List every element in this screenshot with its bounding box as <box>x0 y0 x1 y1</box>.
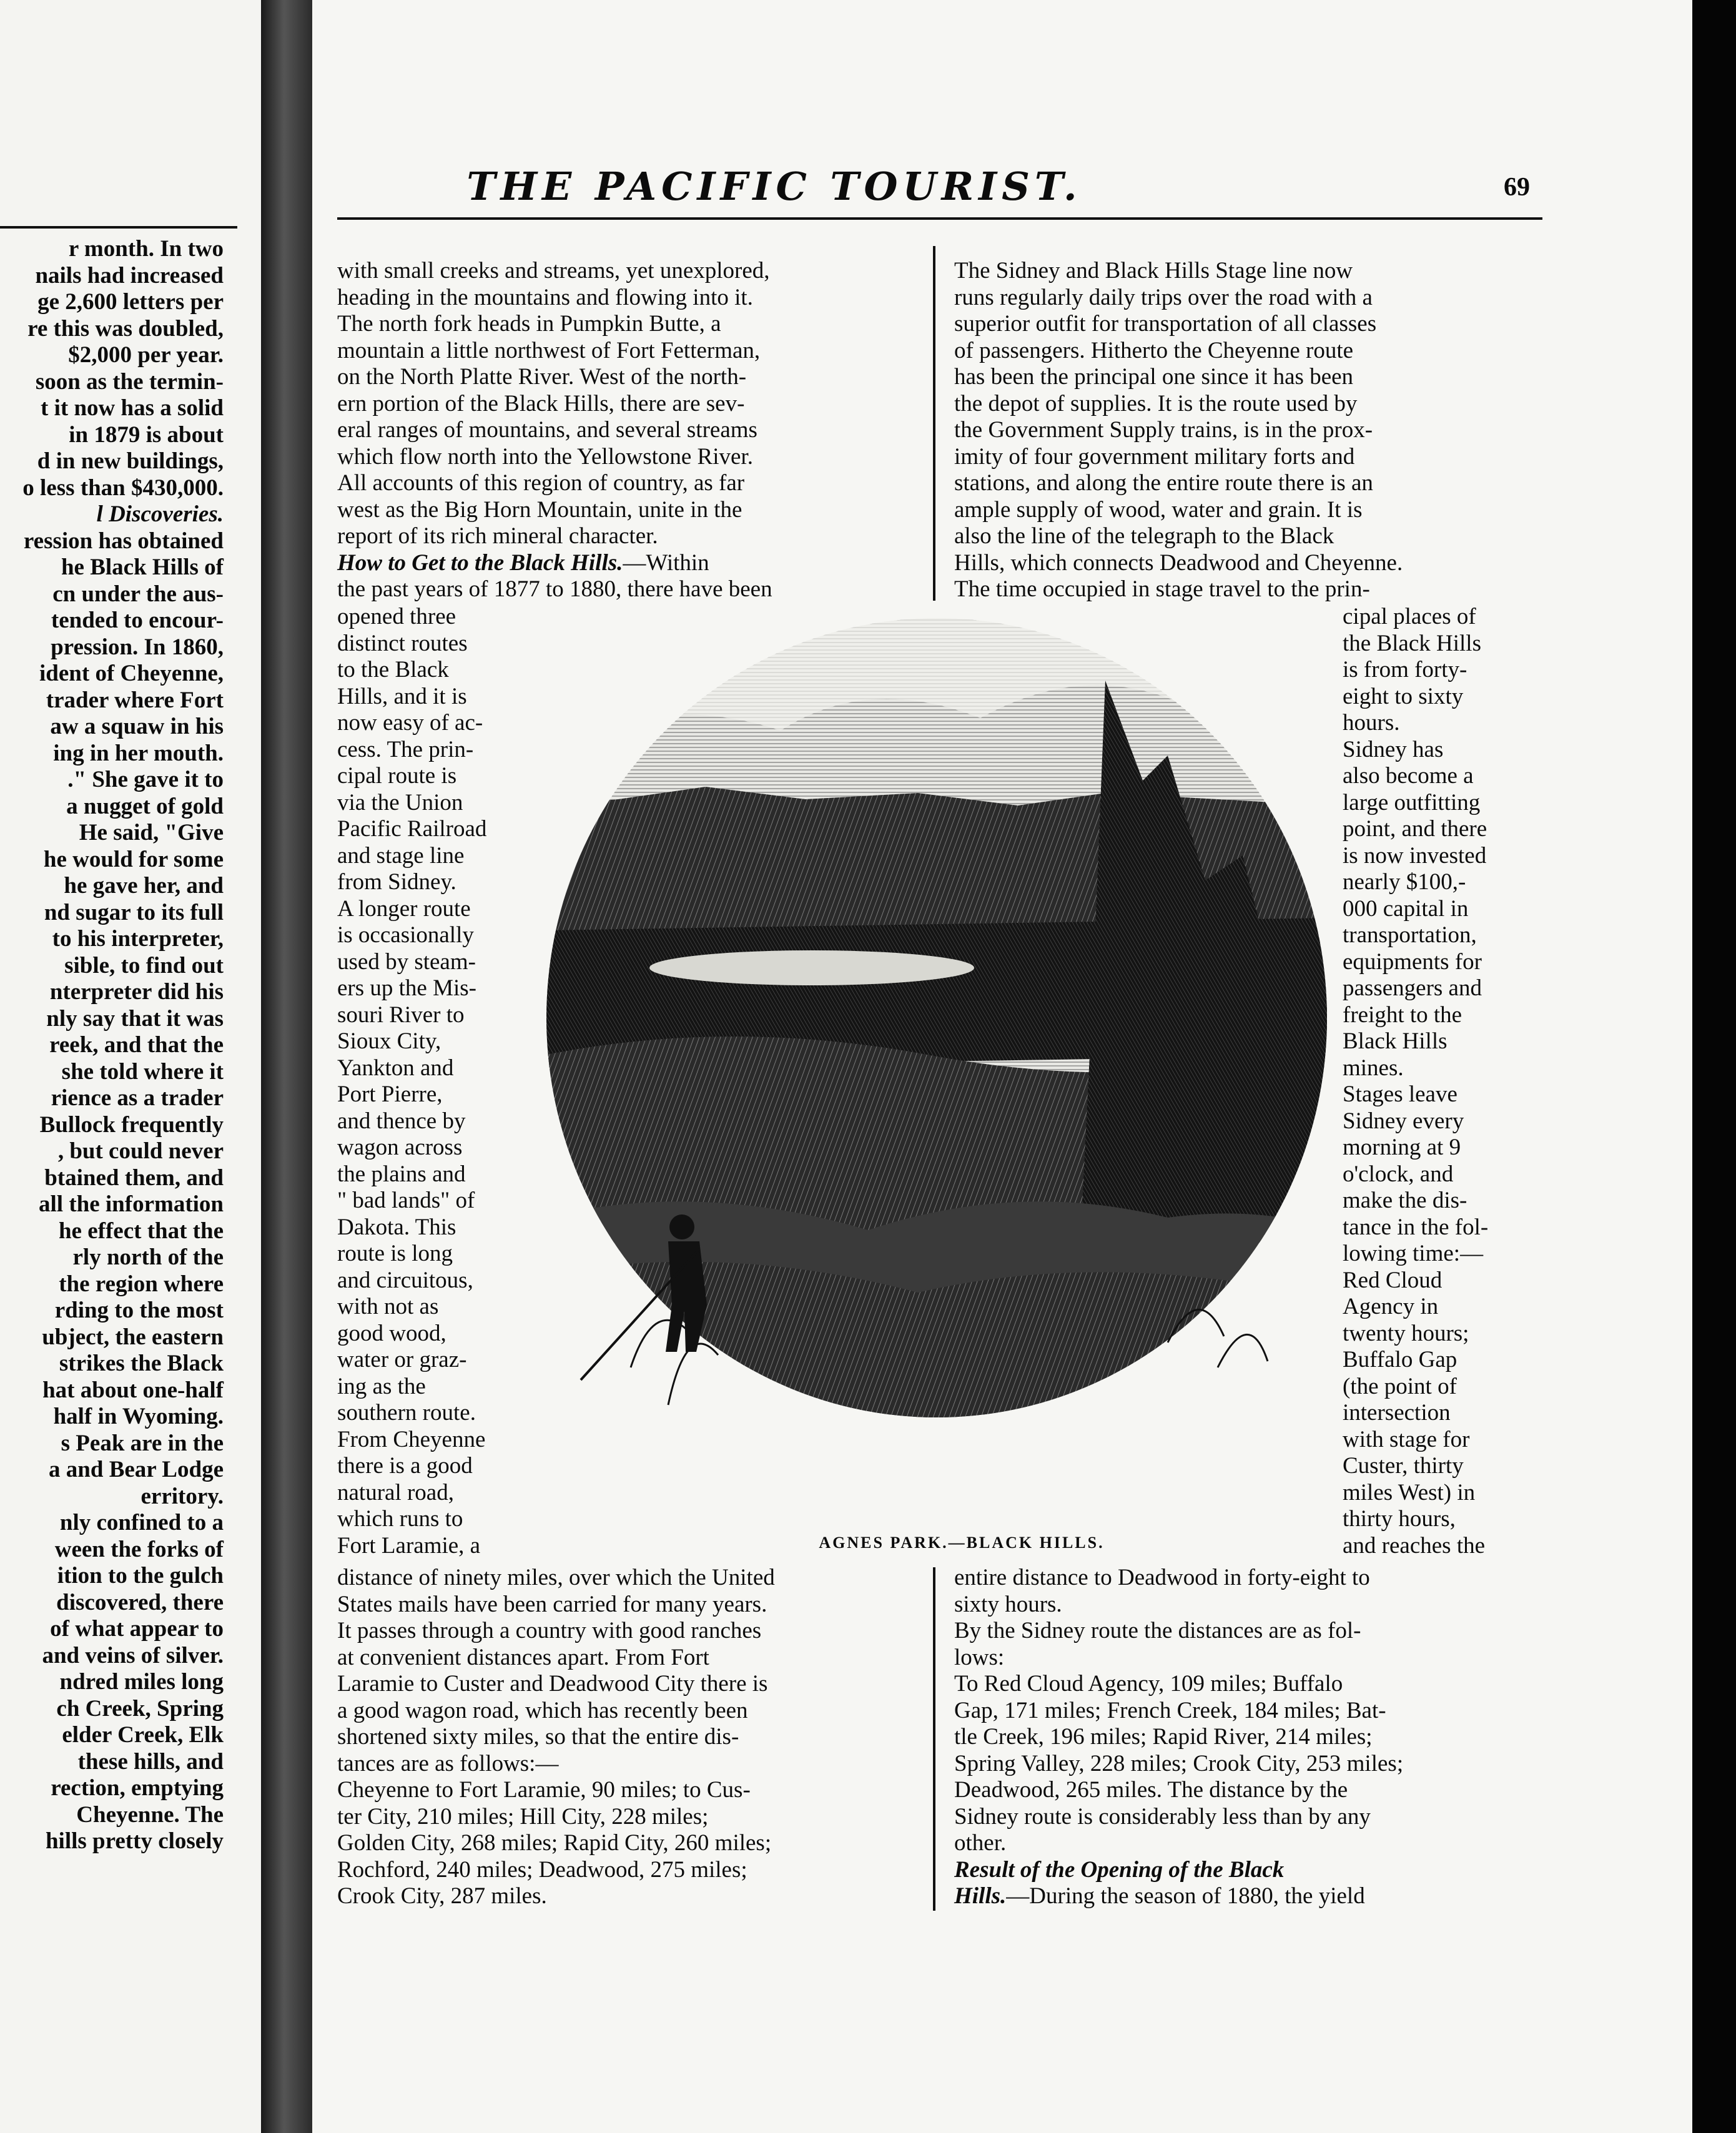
column-a-narrow-line: southern route. <box>337 1400 476 1426</box>
column-b-bottom-line: lows: <box>954 1644 1005 1670</box>
column-a-narrow-line: Hills, and it is <box>337 683 467 709</box>
column-a-narrow-line: A longer route <box>337 895 471 922</box>
scan-edge <box>1692 0 1736 2133</box>
column-b-narrow-line: Red Cloud <box>1343 1267 1443 1293</box>
column-b-narrow-line: passengers and <box>1343 975 1482 1001</box>
left-page-line: sible, to find out <box>64 952 224 978</box>
column-b-narrow-line: tance in the fol- <box>1343 1214 1489 1240</box>
column-divider-top <box>933 246 935 601</box>
column-b-narrow-line: Black Hills <box>1343 1028 1447 1054</box>
left-page-line: hills pretty closely <box>45 1828 224 1854</box>
left-page-line: tended to encour- <box>51 608 224 633</box>
left-page-line: ndred miles long <box>59 1669 224 1695</box>
agnes-park-illustration <box>543 618 1330 1505</box>
column-b-line: runs regularly daily trips over the road with a <box>954 284 1373 310</box>
left-page-line: strikes the Black <box>59 1351 224 1376</box>
column-b-narrow-line: miles West) in <box>1343 1479 1476 1505</box>
column-b-narrow-line: is now invested <box>1343 842 1487 869</box>
section-heading-result-line2: Hills.—During the season of 1880, the yield <box>954 1883 1365 1909</box>
left-page-line: ch Creek, Spring <box>56 1695 224 1722</box>
column-b-bottom-line: tle Creek, 196 miles; Rapid River, 214 miles; <box>954 1724 1373 1750</box>
left-page-line: He said, "Give <box>79 820 224 845</box>
column-a-narrow-line: used by steam- <box>337 948 476 975</box>
column-a-narrow-line: and circuitous, <box>337 1267 473 1293</box>
column-b-narrow-line: with stage for <box>1343 1426 1470 1452</box>
column-b-narrow-line: Sidney every <box>1343 1108 1464 1134</box>
left-page-line: half in Wyoming. <box>53 1404 224 1429</box>
column-b-line: superior outfit for transportation of all classes <box>954 311 1377 337</box>
column-b-bottom-line: Spring Valley, 228 miles; Crook City, 253 miles; <box>954 1750 1404 1776</box>
column-b-narrow-line: intersection <box>1343 1400 1451 1426</box>
engraving-landscape-icon <box>543 618 1330 1505</box>
column-b-narrow-line: hours. <box>1343 710 1400 736</box>
column-b-line: Hills, which connects Deadwood and Cheyenne. <box>954 549 1403 576</box>
header-rule <box>337 217 1542 220</box>
column-a-narrow-line: distinct routes <box>337 630 468 656</box>
column-a-line: west as the Big Horn Mountain, unite in the <box>337 496 742 523</box>
column-a-bottom-line: a good wagon road, which has recently been <box>337 1697 748 1723</box>
column-a-narrow-line: Fort Laramie, a <box>337 1532 481 1559</box>
column-a-narrow-line: good wood, <box>337 1320 446 1346</box>
column-a-bottom-line: Rochford, 240 miles; Deadwood, 275 miles; <box>337 1856 747 1883</box>
column-a-bottom-line: Golden City, 268 miles; Rapid City, 260 miles; <box>337 1830 772 1856</box>
column-b-narrow-line: cipal places of <box>1343 604 1476 629</box>
left-page-line: ression has obtained <box>23 528 224 554</box>
left-page-line: elder Creek, Elk <box>62 1722 224 1748</box>
column-b-narrow-line: Buffalo Gap <box>1343 1347 1457 1372</box>
column-b-bottom-line: Sidney route is considerably less than by any <box>954 1803 1371 1830</box>
column-b-bottom-line: other. <box>954 1830 1007 1856</box>
column-a-bottom-line: distance of ninety miles, over which the United <box>337 1565 775 1590</box>
column-b-bottom-line: Gap, 171 miles; French Creek, 184 miles; Bat- <box>954 1697 1386 1723</box>
column-a-bottom-line: shortened sixty miles, so that the entire dis- <box>337 1724 739 1750</box>
column-b-top <box>954 258 1541 603</box>
left-page-line: discovered, there <box>56 1589 224 1615</box>
column-a-narrow-line: now easy of ac- <box>337 710 483 736</box>
left-page-line: he would for some <box>43 846 224 872</box>
column-a-line: with small creeks and streams, yet unexplored, <box>337 258 770 283</box>
left-page <box>0 0 261 2133</box>
column-b-narrow-line: and reaches the <box>1343 1532 1486 1559</box>
left-page-line: t it now has a solid <box>41 395 224 421</box>
column-a-line: mountain a little northwest of Fort Fetterman, <box>337 337 761 363</box>
column-a-narrow-line: Port Pierre, <box>337 1081 443 1107</box>
column-b-bottom-line: sixty hours. <box>954 1591 1062 1617</box>
column-b-bottom-line: Deadwood, 265 miles. The distance by the <box>954 1777 1348 1803</box>
column-a-bottom-line: Cheyenne to Fort Laramie, 90 miles; to Cus- <box>337 1777 751 1803</box>
column-a-line: heading in the mountains and flowing into it. <box>337 284 753 310</box>
left-page-line: r month. In two <box>68 236 224 262</box>
left-page-text <box>0 236 261 1855</box>
column-a-narrow-line: souri River to <box>337 1002 465 1028</box>
left-page-line: ubject, the eastern <box>42 1324 224 1350</box>
column-b-narrow-line: 000 capital in <box>1343 895 1469 922</box>
left-page-line: ing in her mouth. <box>53 740 224 766</box>
left-page-line: rection, emptying <box>51 1775 224 1801</box>
left-page-line: ." She gave it to <box>67 767 224 792</box>
column-a-narrow-line: opened three <box>337 604 456 629</box>
column-a-narrow-line: natural road, <box>337 1479 454 1505</box>
column-b-narrow-line: nearly $100,- <box>1343 869 1466 895</box>
section-heading-how-to-get: How to Get to the Black Hills.—Within <box>337 549 709 576</box>
column-b-bottom-line: entire distance to Deadwood in forty-eight to <box>954 1565 1370 1590</box>
left-page-line: trader where Fort <box>46 687 224 713</box>
column-a-bottom-line: Laramie to Custer and Deadwood City there is <box>337 1671 768 1697</box>
column-a-line: report of its rich mineral character. <box>337 523 658 549</box>
column-a-line: on the North Platte River. West of the north- <box>337 364 747 390</box>
column-b-line: The time occupied in stage travel to the prin- <box>954 576 1370 602</box>
page-number: 69 <box>1504 173 1530 202</box>
column-b-narrow-line: freight to the <box>1343 1002 1462 1028</box>
illustration-caption: AGNES PARK.—BLACK HILLS. <box>819 1534 1105 1552</box>
column-a-narrow-line: and stage line <box>337 842 465 869</box>
column-a-top <box>337 258 924 603</box>
column-a-narrow-line: water or graz- <box>337 1347 467 1372</box>
section-heading-result: Result of the Opening of the Black <box>954 1856 1285 1883</box>
left-page-line: rly north of the <box>72 1244 224 1270</box>
left-page-line: s Peak are in the <box>61 1430 224 1456</box>
column-a-line: eral ranges of mountains, and several streams <box>337 417 757 443</box>
column-b-narrow <box>1343 604 1542 1559</box>
column-a-narrow-line: to the Black <box>337 657 449 682</box>
column-b-narrow-line: Agency in <box>1343 1294 1439 1319</box>
column-a-narrow-line: the plains and <box>337 1161 466 1187</box>
running-head: THE PACIFIC TOURIST. <box>466 164 1082 209</box>
column-b-narrow-line: (the point of <box>1343 1373 1457 1399</box>
column-b-line: the Government Supply trains, is in the prox- <box>954 417 1373 443</box>
left-page-line: nly say that it was <box>46 1005 224 1032</box>
column-a-narrow-line: ers up the Mis- <box>337 975 476 1001</box>
column-a-narrow-line: and thence by <box>337 1108 466 1134</box>
column-b-narrow-line: Custer, thirty <box>1343 1453 1464 1479</box>
column-divider-bottom <box>933 1567 935 1911</box>
column-b-narrow-line: is from forty- <box>1343 657 1467 682</box>
column-b-narrow-line: twenty hours; <box>1343 1320 1469 1346</box>
column-b-line: has been the principal one since it has been <box>954 364 1354 390</box>
column-b-line: imity of four government military forts and <box>954 443 1355 470</box>
column-a-line: which flow north into the Yellowstone River. <box>337 443 753 470</box>
column-a-bottom-line: States mails have been carried for many years. <box>337 1591 767 1617</box>
left-page-line: she told where it <box>61 1058 224 1085</box>
column-a-narrow-line: via the Union <box>337 789 463 815</box>
column-a-narrow-line: cess. The prin- <box>337 736 474 762</box>
left-page-line: ge 2,600 letters per <box>37 289 224 315</box>
left-page-line: d in new buildings, <box>37 448 224 474</box>
column-a-narrow-line: Sioux City, <box>337 1028 441 1054</box>
column-a-narrow-line: there is a good <box>337 1453 473 1479</box>
book-gutter <box>261 0 312 2133</box>
column-b-bottom <box>954 1565 1541 1910</box>
left-page-line: nd sugar to its full <box>44 899 224 925</box>
left-page-line: Bullock frequently <box>39 1111 224 1138</box>
column-a-narrow-line: ing as the <box>337 1373 426 1399</box>
column-b-line: of passengers. Hitherto the Cheyenne route <box>954 337 1354 363</box>
left-header-rule <box>0 226 237 229</box>
left-page-line: of what appear to <box>50 1616 224 1642</box>
left-page-line: to his interpreter, <box>52 926 224 952</box>
left-page-line: aw a squaw in his <box>50 714 224 739</box>
column-b-narrow-line: equipments for <box>1343 948 1482 975</box>
left-page-line: nly confined to a <box>59 1510 224 1535</box>
left-page-line: all the information <box>39 1191 224 1217</box>
column-a-narrow-line: " bad lands" of <box>337 1188 475 1213</box>
column-b-bottom-line: To Red Cloud Agency, 109 miles; Buffalo <box>954 1671 1343 1697</box>
column-b-narrow-line: thirty hours, <box>1343 1506 1456 1532</box>
column-a-narrow <box>337 604 531 1559</box>
left-page-line: erritory. <box>141 1483 224 1509</box>
left-page-line: rience as a trader <box>51 1085 224 1111</box>
left-page-line: ident of Cheyenne, <box>39 661 224 686</box>
column-b-narrow-line: make the dis- <box>1343 1188 1467 1213</box>
column-a-line: ern portion of the Black Hills, there are sev- <box>337 390 745 416</box>
left-page-line: ween the forks of <box>54 1536 224 1562</box>
column-a-narrow-line: From Cheyenne <box>337 1426 486 1452</box>
column-a-bottom-line: It passes through a country with good ranches <box>337 1618 762 1643</box>
column-a-bottom-line: Crook City, 287 miles. <box>337 1883 547 1909</box>
left-page-line: $2,000 per year. <box>68 342 224 368</box>
left-page-line: he effect that the <box>58 1218 224 1244</box>
left-page-line: he gave her, and <box>64 873 224 899</box>
column-b-narrow-line: morning at 9 <box>1343 1135 1461 1160</box>
left-page-line: a and Bear Lodge <box>49 1457 224 1482</box>
left-page-line: , but could never <box>57 1138 224 1164</box>
left-page-line: Cheyenne. The <box>76 1801 224 1828</box>
column-a-narrow-line: wagon across <box>337 1135 463 1160</box>
column-a-narrow-line: is occasionally <box>337 922 474 948</box>
column-a-narrow-line: Pacific Railroad <box>337 816 487 842</box>
column-b-bottom-line: By the Sidney route the distances are as fol- <box>954 1618 1361 1643</box>
column-a-line: The north fork heads in Pumpkin Butte, a <box>337 311 721 337</box>
left-page-line: rding to the most <box>54 1298 224 1323</box>
left-page-line: pression. In 1860, <box>51 634 224 660</box>
column-b-narrow-line: lowing time:— <box>1343 1241 1484 1266</box>
left-page-line: soon as the termin- <box>35 368 224 395</box>
left-page-line: a nugget of gold <box>66 793 224 819</box>
column-a-line: the past years of 1877 to 1880, there have been <box>337 576 772 602</box>
left-page-line: reek, and that the <box>49 1032 224 1058</box>
left-page-line: in 1879 is about <box>69 421 224 448</box>
column-a-narrow-line: Dakota. This <box>337 1214 456 1240</box>
column-b-line: The Sidney and Black Hills Stage line now <box>954 258 1353 283</box>
left-page-line: l Discoveries. <box>96 501 224 527</box>
left-page-line: o less than $430,000. <box>22 475 224 501</box>
left-page-line: the region where <box>59 1271 224 1297</box>
column-a-bottom-line: tances are as follows:— <box>337 1750 559 1776</box>
column-b-narrow-line: o'clock, and <box>1343 1161 1454 1187</box>
column-a-line: All accounts of this region of country, as far <box>337 470 745 496</box>
column-a-narrow-line: from Sidney. <box>337 869 456 895</box>
left-page-line: nails had increased <box>35 262 224 288</box>
column-a-narrow-line: with not as <box>337 1294 439 1319</box>
column-b-narrow-line: Sidney has <box>1343 736 1444 762</box>
column-b-line: also the line of the telegraph to the Black <box>954 523 1334 549</box>
column-b-narrow-line: mines. <box>1343 1055 1404 1081</box>
left-page-line: nterpreter did his <box>49 979 224 1005</box>
column-a-narrow-line: cipal route is <box>337 763 457 789</box>
column-b-narrow-line: the Black Hills <box>1343 630 1481 656</box>
column-a-narrow-line: Yankton and <box>337 1055 454 1081</box>
column-a-bottom-line: at convenient distances apart. From Fort <box>337 1644 709 1670</box>
left-page-line: cn under the aus- <box>52 581 224 607</box>
column-b-narrow-line: large outfitting <box>1343 789 1481 815</box>
column-a-narrow-line: which runs to <box>337 1506 463 1532</box>
column-a-narrow-line: route is long <box>337 1241 453 1266</box>
column-b-narrow-line: eight to sixty <box>1343 683 1464 709</box>
column-b-line: stations, and along the entire route there is an <box>954 470 1373 496</box>
column-a-bottom-line: ter City, 210 miles; Hill City, 228 miles; <box>337 1803 709 1830</box>
left-page-line: ition to the gulch <box>57 1563 224 1589</box>
column-b-narrow-line: Stages leave <box>1343 1081 1457 1107</box>
left-page-line: he Black Hills of <box>61 554 224 580</box>
left-page-line: hat about one-half <box>42 1377 224 1403</box>
column-b-narrow-line: also become a <box>1343 763 1474 789</box>
left-page-line: and veins of silver. <box>42 1642 224 1668</box>
left-page-line: re this was doubled, <box>27 315 224 342</box>
left-page-line: btained them, and <box>44 1165 224 1191</box>
column-b-line: the depot of supplies. It is the route used by <box>954 390 1358 416</box>
column-a-bottom <box>337 1565 924 1910</box>
column-b-narrow-line: transportation, <box>1343 922 1477 948</box>
left-page-line: these hills, and <box>77 1748 224 1775</box>
column-b-narrow-line: point, and there <box>1343 816 1487 842</box>
column-b-line: ample supply of wood, water and grain. It is <box>954 496 1363 523</box>
